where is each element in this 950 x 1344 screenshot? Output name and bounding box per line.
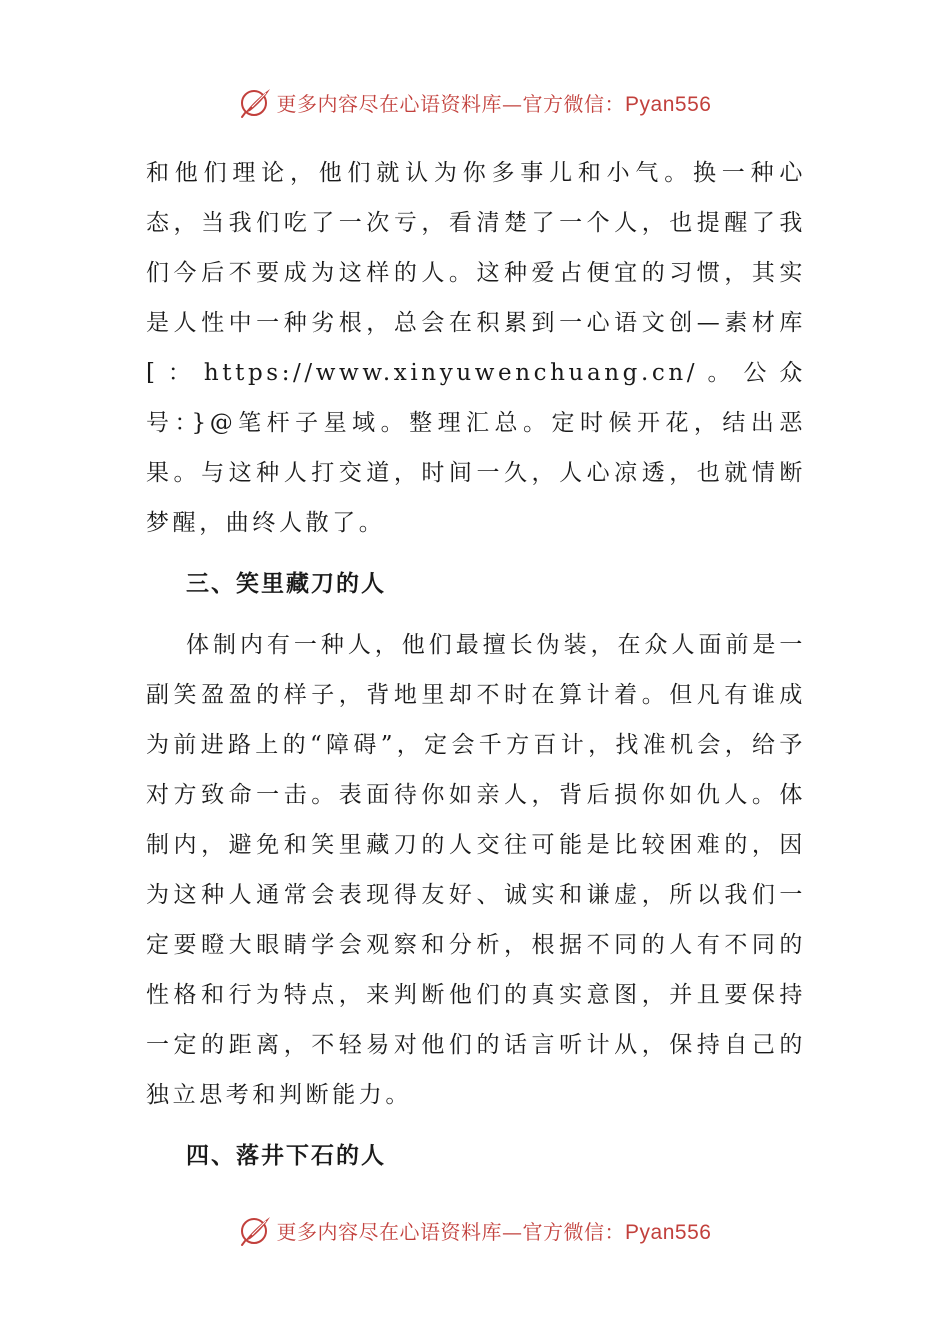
quill-pen-icon (239, 1213, 273, 1247)
header-banner-text: 更多内容尽在心语资料库—官方微信：Pyan556 (276, 91, 712, 116)
quill-pen-icon (239, 85, 273, 119)
wechat-id: Pyan556 (625, 1220, 712, 1244)
paragraph-1: 和他们理论，他们就认为你多事儿和小气。换一种心态，当我们吃了一次亏，看清楚了一个人，也提醒了我们今后不要成为这样的人。这种爱占便宜的习惯，其实是人性中一种劣根，总会在积累到一心语文创—素材库[：https://www.xinyuwenchuang.cn/。公众号：}@笔杆子星域。整理汇总。定时候开花，结出恶果。与这种人打交道，时间一久，人心凉透，也就情断梦醒，曲终人散了。 (146, 160, 806, 536)
document-body (146, 148, 806, 1192)
footer-banner (0, 1208, 950, 1252)
wechat-id: Pyan556 (625, 92, 712, 116)
paragraph-2: 体制内有一种人，他们最擅长伪装，在众人面前是一副笑盈盈的样子，背地里却不时在算计着。但凡有谁成为前进路上的“障碍”，定会千方百计，找准机会，给予对方致命一击。表面待你如亲人，背后损你如仇人。体制内，避免和笑里藏刀的人交往可能是比较困难的，因为这种人通常会表现得友好、诚实和谦虚，所以我们一定要瞪大眼睛学会观察和分析，根据不同的人有不同的性格和行为特点，来判断他们的真实意图，并且要保持一定的距离，不轻易对他们的话言听计从，保持自己的独立思考和判断能力。 (146, 632, 806, 1108)
footer-banner-text: 更多内容尽在心语资料库—官方微信：Pyan556 (276, 1219, 712, 1244)
section-heading-4: 四、落井下石的人 (186, 1142, 386, 1169)
section-heading-3: 三、笑里藏刀的人 (186, 570, 386, 597)
header-banner (0, 80, 950, 124)
